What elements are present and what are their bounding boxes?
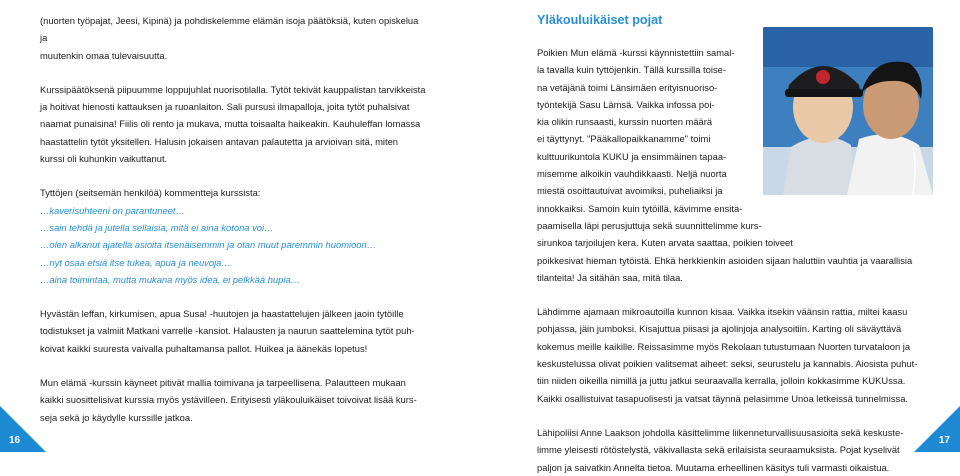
quote-intro: Tyttöjen (seitsemän henkilöä) kommentteja kurssista:	[40, 187, 261, 199]
text-line: paamisella läpi perusjuttuja sekä suunnittelimme kurs-	[537, 219, 762, 231]
text-line: poikkesivat hieman tytöistä. Ehkä herkkienkin asioiden sijaan haluttiin vauhtia ja vaarallisia	[537, 254, 913, 266]
intro-paragraph	[40, 12, 428, 64]
text-line: muutenkin omaa tulevaisuutta.	[40, 49, 168, 61]
page-number: 16	[9, 435, 21, 446]
karting-paragraph	[537, 303, 927, 407]
text-line: tiin niiden oikeilla nimillä ja juttu jatkui seuraavalla kerralla, jolloin kokkasimme KUKUssa.	[537, 375, 906, 387]
text-line: Mun elämä -kurssin käyneet pitivät mallia toimivana ja tarpeellisena. Palautteen mukaan	[40, 377, 406, 389]
text-line: pohjassa, jäin jumboksi. Kisajuttua piisasi ja ajolinjoja analysoitiin. Karting oli säväyttävä	[537, 323, 902, 335]
text-line: työntekijä Sasu Lämsä. Vaikka infossa poi-	[537, 98, 715, 110]
text-line: kurssi oli kuhunkin vaikuttanut.	[40, 153, 168, 165]
section-title: Yläkouluikäiset pojat	[537, 13, 663, 27]
text-line: Lähipoliisi Anne Laakson johdolla käsittelimme liikenneturvallisuusasioita sekä keskuste-	[537, 426, 904, 438]
text-line: kulttuurikuntola KUKU ja ensimmäinen tapaa-	[537, 150, 727, 162]
text-line: Poikien Mun elämä -kurssi käynnistettiin samal-	[537, 47, 735, 58]
party-paragraph	[40, 81, 428, 167]
text-line: koivat kaikki suuresta vaivalla puhaltamansa pallot. Huikea ja äänekäs lopetus!	[40, 342, 368, 354]
intro-paragraph-wide	[537, 234, 927, 286]
text-line: Hyvästän leffan, kirkumisen, apua Susa! -huutojen ja haastattelujen jälkeen jaoin tytöille	[40, 308, 404, 320]
text-line: misemme alkoikin vauhdikkaasti. Neljä nuorta	[537, 168, 727, 180]
farewell-paragraph	[40, 305, 428, 357]
quote-item: …sain tehdä ja jutella sellaisia, mitä ei aina kotona voi…	[40, 221, 274, 233]
intro-paragraph-narrow	[537, 44, 762, 234]
text-line: sirunkoa tarjoilujen kera. Kuten arvata saattaa, poikien toiveet	[537, 237, 793, 249]
text-line: ja hoitivat hienosti kattauksen ja ruoanlaiton. Sali pursusi ilmapalloja, joita tytöt puhalsivat	[40, 101, 410, 113]
text-line: keskustelussa olivat poikien valitsemat aiheet: seksi, seurustelu ja kannabis. Aiosista puhut-	[537, 358, 918, 370]
text-line: miestä osoittautuivat avoimiksi, puheliaiksi ja	[537, 185, 723, 197]
quote-item: …olen alkanut ajatella asioita itsenäisemmin ja otan muut paremmin huomioon…	[40, 239, 377, 251]
text-line: la tavalla kuin tyttöjenkin. Tällä kurssilla toise-	[537, 64, 726, 76]
text-line: limme yleisesti rötöstelystä, väkivallasta sekä erilaisista seuraamuksista. Pojat kyselivät	[537, 444, 900, 456]
text-line: kaikki suosittelisivat kurssia myös ystävilleen. Erityisesti yläkouluikäiset toivoivat lisää kurs-	[40, 394, 417, 406]
text-line: seja sekä jo käydylle kurssille jatkoa.	[40, 411, 193, 423]
right-text-column	[537, 44, 925, 476]
text-line: innokkaiksi. Samoin kuin tytöillä, kävimme ensita-	[537, 202, 743, 214]
text-line: kia olikin runsaasti, kurssin nuorten määrä	[537, 116, 713, 128]
quote-item: …kaverisuhteeni on parantuneet…	[40, 204, 185, 216]
text-line: naamat punaisina! Fiilis oli rento ja mukava, mutta toisaalta haikeakin. Kauhuleffan lomassa	[40, 118, 421, 130]
text-line: todistukset ja valmiit Matkani varrelle -kansiot. Halausten ja naurun saattelemina tytöt puh-	[40, 325, 415, 337]
left-text-column	[40, 12, 428, 426]
page-number: 17	[938, 435, 950, 446]
text-line: haastattelin tytöt yksitellen. Halusin jokaisen antavan palautetta ja arvioivan sitä, miten	[40, 135, 399, 147]
feedback-paragraph	[40, 374, 428, 426]
text-line: paljon ja saivatkin Annelta tietoa. Muutama erheellinen käsitys tuli varmasti oikaistua.	[537, 461, 890, 473]
text-line: kokemus meille kaikille. Reissasimme myös Rekolaan tutustumaan Nuorten turvataloon ja	[537, 340, 911, 352]
quote-item: …nyt osaa etsiä itse tukea, apua ja neuvoja…	[40, 256, 231, 268]
text-line: (nuorten työpajat, Jeesi, Kipinä) ja pohdiskelemme elämän isoja päätöksiä, kuten opiskelua ja	[40, 15, 419, 44]
page-corner-triangle	[0, 406, 46, 452]
text-line: Lähdimme ajamaan mikroautoilla kunnon kisaa. Vaikka itsekin väänsin rattia, miltei kaasu	[537, 306, 908, 318]
text-line: Kurssipäätöksenä piipuumme loppujuhlat nuorisotilalla. Tytöt tekivät kauppalistan tarvikkeista	[40, 83, 426, 95]
text-line: ei täyttynyt. "Pääkallopaikkanamme" toimi	[537, 133, 711, 145]
quote-item: …aina toimintaa, mutta mukana myös idea, ei pelkkää hupia…	[40, 273, 301, 285]
text-line: tilanteita! Ja sitähän saa, mitä tilaa.	[537, 271, 683, 283]
text-line: Kaikki osallistuivat tasapuolisesti ja vatsat täynnä pelasimme Unoa letkeissä tunnelmissa.	[537, 392, 909, 404]
text-line: na vetäjänä toimi Länsimäen erityisnuoriso-	[537, 81, 718, 93]
left-page	[0, 0, 480, 452]
police-paragraph	[537, 424, 927, 476]
